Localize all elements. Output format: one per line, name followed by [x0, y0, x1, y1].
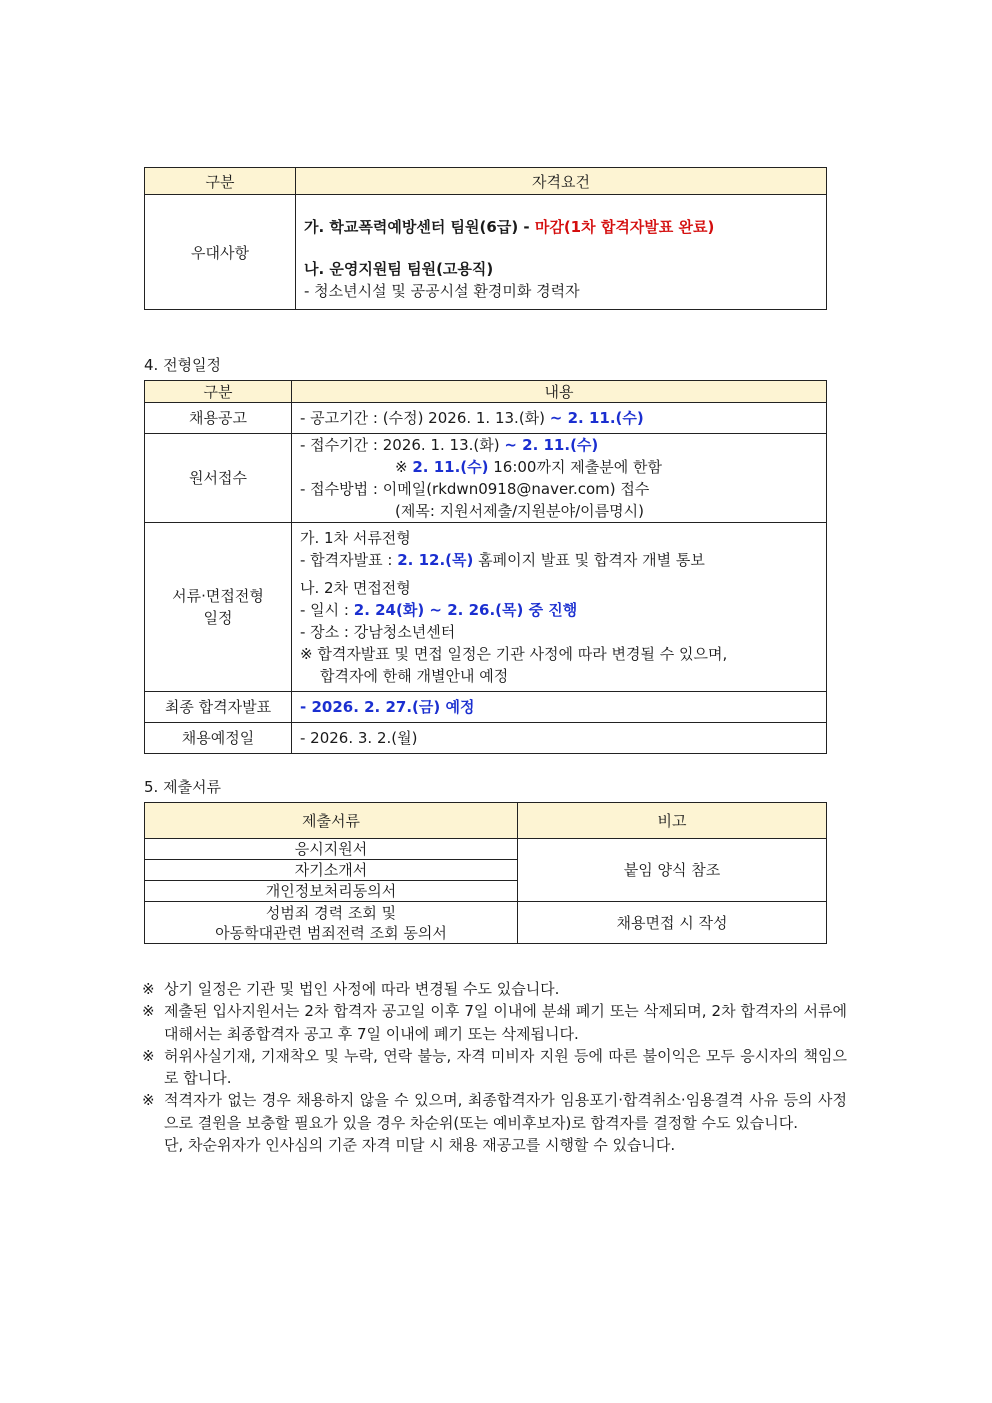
apply-period: - 접수기간 : 2026. 1. 13.(화) [300, 436, 505, 454]
screening-content [292, 523, 827, 692]
schedule-table [144, 380, 827, 754]
stage1-prefix: - 합격자발표 : [300, 551, 398, 569]
documents-header-remarks: 비고 [518, 803, 827, 839]
apply-end-date: ~ 2. 11.(수) [504, 436, 599, 454]
screening-label-line1: 서류·면접전형 [172, 587, 264, 605]
hire-label: 채용예정일 [145, 723, 292, 754]
screening-label-line2: 일정 [203, 609, 233, 627]
note-item [142, 1045, 847, 1090]
note-item [142, 1000, 847, 1045]
stage2-place: - 장소 : 강남청소년센터 [300, 623, 456, 641]
notice-value [292, 403, 827, 434]
note-item [142, 1089, 847, 1134]
note-mark: ※ [142, 1046, 155, 1065]
schedule-header-category: 구분 [145, 381, 292, 403]
section5-title: 5. 제출서류 [144, 778, 222, 796]
qualification-table [144, 167, 827, 310]
documents-header-docs: 제출서류 [145, 803, 518, 839]
hire-value: - 2026. 3. 2.(월) [292, 723, 827, 754]
stage1-title: 가. 1차 서류전형 [300, 529, 411, 547]
note-text: 적격자가 없는 경우 채용하지 않을 수 있으며, 최종합격자가 임용포기·합격취소·임용결격 사유 등의 사정으로 결원을 보충할 필요가 있을 경우 차순위(또는 예비후보자)로 합격자를 결정할 수도 있습니다. [164, 1091, 847, 1132]
doc-application: 응시지원서 [145, 839, 518, 860]
note-text: 상기 일정은 기관 및 법인 사정에 따라 변경될 수도 있습니다. [164, 980, 560, 998]
stage2-time-prefix: - 일시 : [300, 601, 354, 619]
item-a-status: 마감(1차 합격자발표 완료) [534, 218, 715, 236]
stage1-date: 2. 12.(목) [397, 551, 474, 569]
deadline-date: 2. 11.(수) [412, 458, 489, 476]
item-a-title: 가. 학교폭력예방센터 팀원(6급) - [304, 218, 535, 236]
doc-background-check-line1: 성범죄 경력 조회 및 [265, 903, 397, 922]
doc-background-check [145, 902, 518, 944]
preferred-content [296, 195, 827, 310]
doc-self-introduction: 자기소개서 [145, 860, 518, 881]
note-mark [142, 1134, 164, 1156]
note-text: 단, 차순위자가 인사심의 기준 자격 미달 시 채용 재공고를 시행할 수 있습니다. [164, 1136, 676, 1155]
note-text: 제출된 입사지원서는 2차 합격자 공고일 이후 7일 이내에 분쇄 폐기 또는 삭제되며, 2차 합격자의 서류에 대해서는 최종합격자 공고 후 7일 이내에 폐기 또는 삭제됩니다. [164, 1002, 847, 1043]
final-value: - 2026. 2. 27.(금) 예정 [292, 692, 827, 723]
notice-period: - 공고기간 : (수정) 2026. 1. 13.(화) [300, 409, 550, 427]
preferred-label: 우대사항 [145, 195, 296, 310]
stage1-rest: 홈페이지 발표 및 합격자 개별 통보 [473, 551, 705, 569]
apply-label: 원서접수 [145, 434, 292, 523]
note-item [142, 1134, 847, 1156]
stage2-time: 2. 24(화) ~ 2. 26.(목) 중 진행 [353, 601, 578, 619]
note-mark: ※ [142, 1091, 155, 1110]
item-b-detail: - 청소년시설 및 공공시설 환경미화 경력자 [304, 282, 580, 300]
item-b-title: 나. 운영지원팀 팀원(고용직) [304, 260, 494, 278]
remark-attached-forms: 붙임 양식 참조 [518, 839, 827, 902]
notice-end-date: ~ 2. 11.(수) [549, 409, 644, 427]
remark-interview: 채용면접 시 작성 [518, 902, 827, 944]
screening-label [145, 523, 292, 692]
stage2-title: 나. 2차 면접전형 [300, 579, 411, 597]
note-item [142, 978, 847, 1000]
deadline-rest: 16:00까지 제출분에 한함 [488, 458, 662, 476]
note-mark: ※ [142, 1002, 155, 1021]
schedule-header-content: 내용 [292, 381, 827, 403]
note-text: 허위사실기재, 기재착오 및 누락, 연락 불능, 자격 미비자 지원 등에 따른 불이익은 모두 응시자의 책임으로 합니다. [164, 1046, 847, 1088]
apply-method: - 접수방법 : 이메일(rkdwn0918@naver.com) 접수 [300, 480, 650, 498]
doc-privacy-consent: 개인정보처리동의서 [145, 881, 518, 902]
note-mark: ※ [142, 980, 155, 998]
table1-header-category: 구분 [145, 168, 296, 195]
documents-table [144, 802, 827, 944]
table1-header-requirements: 자격요건 [296, 168, 827, 195]
deadline-mark: ※ [395, 458, 413, 476]
apply-subject: (제목: 지원서제출/지원분야/이름명시) [395, 502, 644, 520]
section4-title: 4. 전형일정 [144, 356, 222, 374]
stage-note-line2: 합격자에 한해 개별안내 예정 [320, 667, 509, 685]
notice-label: 채용공고 [145, 403, 292, 434]
notes [142, 978, 847, 1156]
doc-background-check-line2: 아동학대관련 범죄전력 조회 동의서 [215, 923, 447, 942]
final-label: 최종 합격자발표 [145, 692, 292, 723]
apply-content [292, 434, 827, 523]
stage-note-line1: ※ 합격자발표 및 면접 일정은 기관 사정에 따라 변경될 수 있으며, [300, 645, 728, 663]
